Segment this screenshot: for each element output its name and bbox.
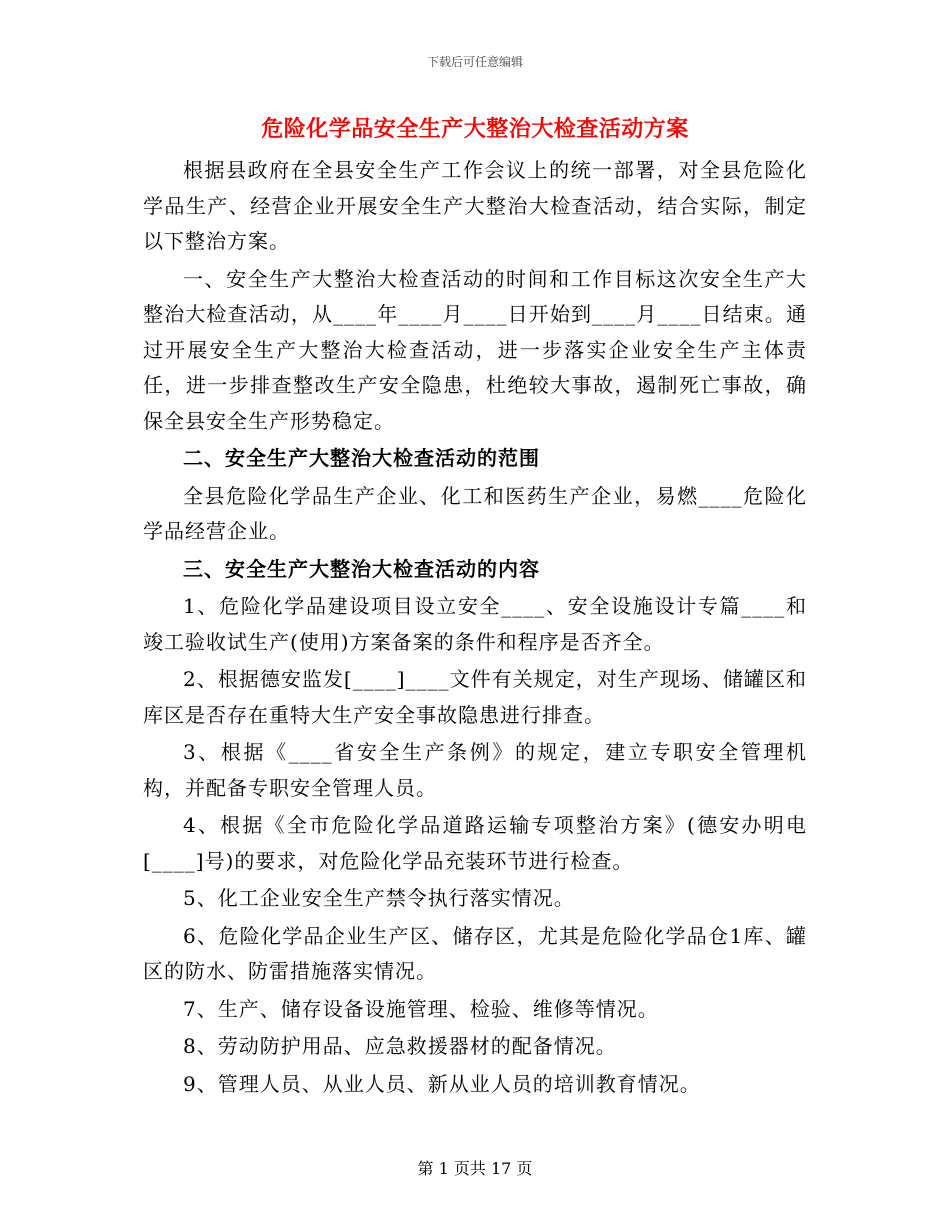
list-item-2: 2、根据德安监发[____]____文件有关规定，对生产现场、储罐区和库区是否存在重特大生产安全事故隐患进行排查。 [143,667,807,727]
intro-paragraph: 根据县政府在全县安全生产工作会议上的统一部署，对全县危险化学品生产、经营企业开展安全生产大整治大检查活动，结合实际，制定以下整治方案。 [143,158,807,253]
page-footer: 第 1 页共 17 页 [417,1159,533,1178]
header-note: 下载后可任意编辑 [426,55,523,69]
document-body [143,153,807,1104]
document-title: 危险化学品安全生产大整治大检查活动方案 [261,116,689,142]
section-2-heading: 二、安全生产大整治大检查活动的范围 [183,446,540,470]
section-1-paragraph: 一、安全生产大整治大检查活动的时间和工作目标这次安全生产大整治大检查活动，从____年____月____日开始到____月____日结束。通过开展安全生产大整治大检查活动，进一步落实企业安全生产主体责任，进一步排查整改生产安全隐患，杜绝较大事故，遏制死亡事故，确保全县安全生产形势稳定。 [143,266,807,433]
list-item-4: 4、根据《全市危险化学品道路运输专项整治方案》(德安办明电[____]号)的要求，对危险化学品充装环节进行检查。 [143,813,807,873]
list-item-5: 5、化工企业安全生产禁令执行落实情况。 [183,886,575,910]
list-item-6: 6、危险化学品企业生产区、储存区，尤其是危险化学品仓1库、罐区的防水、防雷措施落实情况。 [143,923,807,983]
list-item-8: 8、劳动防护用品、应急救援器材的配备情况。 [183,1034,617,1058]
list-item-9: 9、管理人员、从业人员、新从业人员的培训教育情况。 [183,1071,701,1096]
list-item-1: 1、危险化学品建设项目设立安全____、安全设施设计专篇____和竣工验收试生产(使用)方案备案的条件和程序是否齐全。 [143,594,807,654]
list-item-7: 7、生产、储存设备设施管理、检验、维修等情况。 [183,996,659,1021]
section-3-heading: 三、安全生产大整治大检查活动的内容 [183,556,540,581]
section-2-paragraph: 全县危险化学品生产企业、化工和医药生产企业，易燃____危险化学品经营企业。 [143,483,807,543]
list-item-3: 3、根据《____省安全生产条例》的规定，建立专职安全管理机构，并配备专职安全管理人员。 [143,740,807,800]
